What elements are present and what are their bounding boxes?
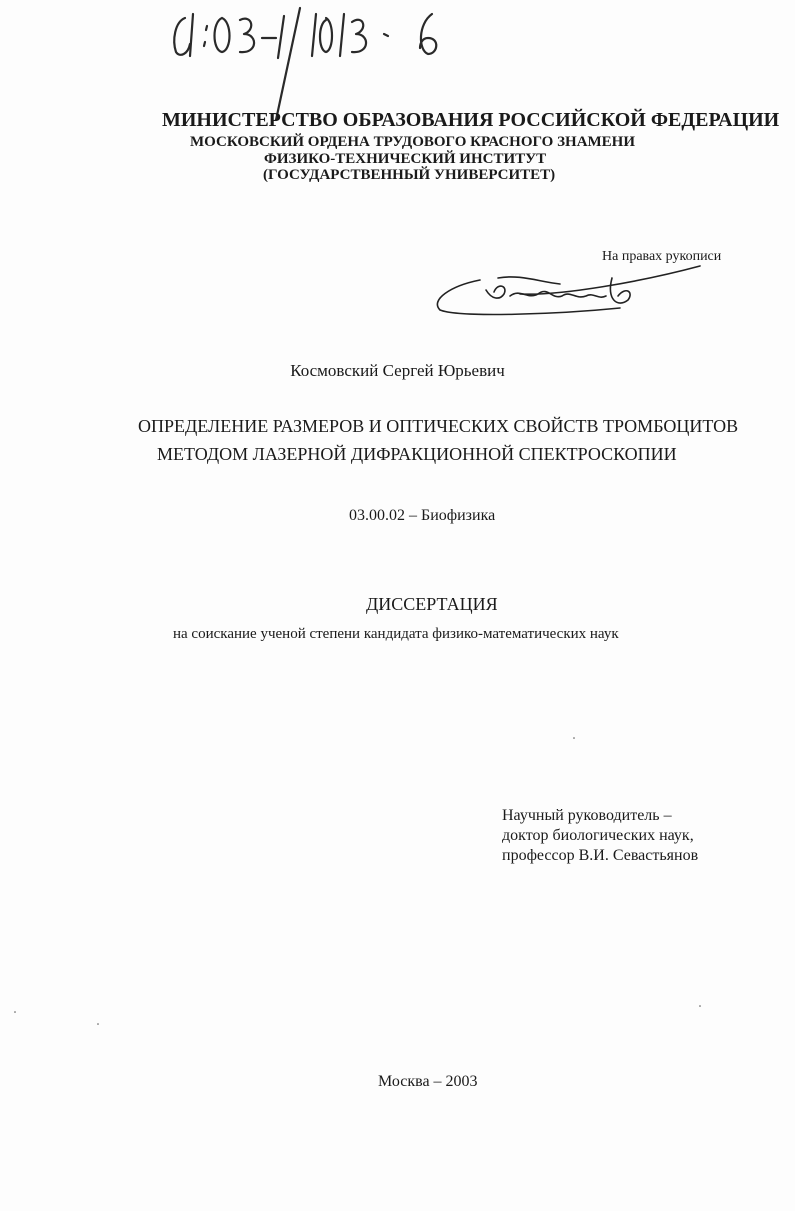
advisor-name: профессор В.И. Севастьянов (502, 847, 699, 864)
author-name: Космовский Сергей Юрьевич (290, 361, 505, 380)
manuscript-note: На правах рукописи (602, 249, 722, 264)
ministry-heading: МИНИСТЕРСТВО ОБРАЗОВАНИЯ РОССИЙСКОЙ ФЕДЕРАЦИИ (162, 109, 780, 131)
document-type: ДИССЕРТАЦИЯ (366, 594, 498, 614)
institute-line-2: ФИЗИКО-ТЕХНИЧЕСКИЙ ИНСТИТУТ (264, 151, 547, 167)
advisor-label: Научный руководитель – (502, 807, 672, 824)
thesis-title-line-2: МЕТОДОМ ЛАЗЕРНОЙ ДИФРАКЦИОННОЙ СПЕКТРОСКОПИИ (157, 444, 677, 464)
thesis-title-line-1: ОПРЕДЕЛЕНИЕ РАЗМЕРОВ И ОПТИЧЕСКИХ СВОЙСТВ ТРОМБОЦИТОВ (138, 416, 739, 436)
institute-line-1: МОСКОВСКИЙ ОРДЕНА ТРУДОВОГО КРАСНОГО ЗНАМЕНИ (190, 134, 636, 150)
degree-line: на соискание ученой степени кандидата физико-математических наук (173, 626, 619, 642)
institute-line-3: (ГОСУДАРСТВЕННЫЙ УНИВЕРСИТЕТ) (263, 167, 556, 183)
advisor-degree: доктор биологических наук, (502, 827, 694, 844)
city-year: Москва – 2003 (378, 1073, 478, 1090)
specialty-code: 03.00.02 – Биофизика (349, 507, 496, 524)
